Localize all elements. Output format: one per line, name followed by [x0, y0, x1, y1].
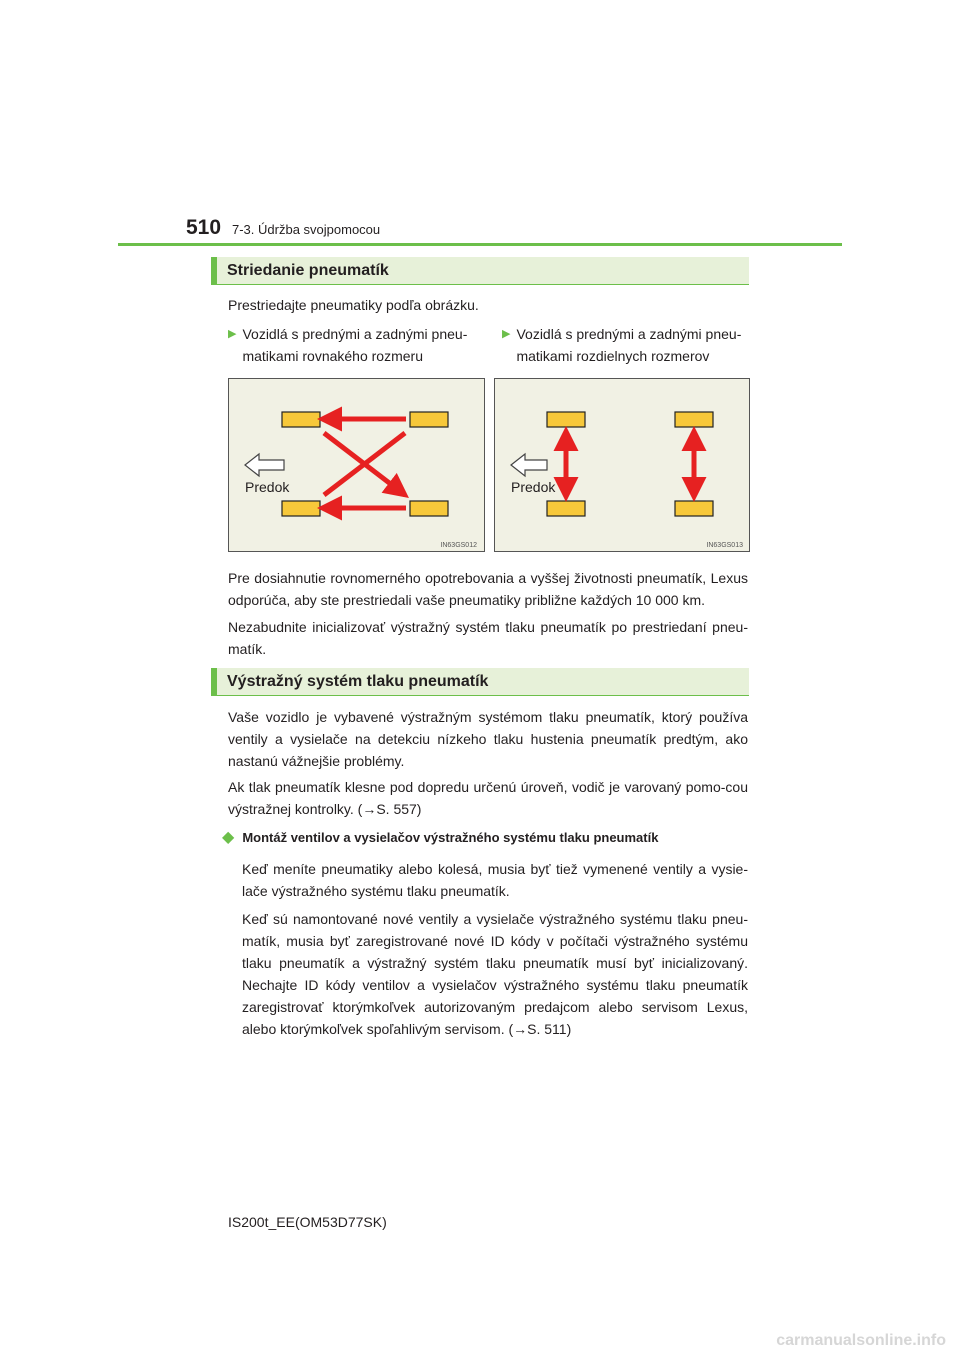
triangle-bullet-icon: ▶ [228, 328, 237, 340]
valve-replacement-text: Keď meníte pneumatiky alebo kolesá, musia byť tiež vymenené ventily a vysie-lače výstražného systému tlaku pneumatík. [242, 861, 748, 899]
page-number: 510 [186, 216, 222, 239]
tire-rear-left [547, 501, 585, 516]
front-direction-arrow-icon [511, 454, 547, 476]
bullet-same-size-text: Vozidlá s prednými a zadnými pneu- matikami rovnakého rozmeru [242, 326, 468, 364]
rotation-diagram-different-size [494, 378, 750, 552]
subheading-text: Montáž ventilov a vysielačov výstražného systému tlaku pneumatík [242, 829, 659, 845]
id-registration-text: Keď sú namontované nové ventily a vysielače výstražného systému tlaku pneu-matík, musia byť zaregistrované nové ID kódy v počítači výstražného systému tlaku pneumatík a výstražný systém tlaku pneumatík musí byť inicializovaný. Nechajte ID kódy ventilov a vysielačov výstražného systému tlaku pneumatík zaregistrovať ktorýmkoľvek autorizovaným predajcom alebo servisom Lexus, alebo ktorýmkoľvek spoľahlivým servisom. (→S. 511) [242, 911, 748, 1037]
watermark: carmanualsonline.info [776, 1332, 946, 1349]
section-heading-tire-rotation: Striedanie pneumatík [211, 257, 749, 285]
tire-front-right [410, 412, 448, 427]
figure-code: IN63GS012 [440, 542, 477, 549]
diamond-bullet-icon: ◆ [222, 829, 235, 846]
bullet-different-size-text: Vozidlá s prednými a zadnými pneu- matikami rozdielnych rozmerov [516, 326, 742, 364]
rotation-diagram-same-size-svg [229, 379, 484, 551]
triangle-bullet-icon: ▶ [502, 328, 511, 340]
rotation-interval-text: Pre dosiahnutie rovnomerného opotrebovania a vyššej životnosti pneumatík, Lexus odporúča, aby ste prestriedali vaše pneumatiky približne každých 10 000 km. [228, 570, 748, 608]
tire-rear-right [675, 501, 713, 516]
section-heading-tpms: Výstražný systém tlaku pneumatík [211, 668, 749, 696]
tire-front-right [675, 412, 713, 427]
subheading-valve-installation [222, 827, 752, 847]
front-label: Predok [245, 479, 290, 495]
rotation-diagram-same-size [228, 378, 485, 552]
tire-rear-left [282, 501, 320, 516]
rotation-diagram-different-size-svg [495, 379, 749, 551]
tire-front-left [547, 412, 585, 427]
front-direction-arrow-icon [245, 454, 284, 476]
tpms-description-text: Vaše vozidlo je vybavené výstražným systémom tlaku pneumatík, ktorý používa ventily a vysielače na detekciu nízkeho tlaku hustenia pneumatík predtým, ako nastanú vážnejšie problémy. [228, 709, 748, 769]
bullet-same-size [228, 323, 488, 367]
front-label: Predok [511, 479, 556, 495]
manual-code: IS200t_EE(OM53D77SK) [228, 1214, 387, 1230]
chapter-title: 7-3. Údržba svojpomocou [232, 222, 381, 237]
tire-front-left [282, 412, 320, 427]
header-rule [118, 243, 842, 246]
intro-text: Prestriedajte pneumatiky podľa obrázku. [228, 297, 479, 313]
bullet-different-size [502, 323, 752, 367]
initialize-reminder-text: Nezabudnite inicializovať výstražný systém tlaku pneumatík po prestriedaní pneu-matík. [228, 619, 748, 657]
figure-code: IN63GS013 [706, 542, 743, 549]
tire-rear-right [410, 501, 448, 516]
tpms-warning-text: Ak tlak pneumatík klesne pod dopredu určenú úroveň, vodič je varovaný pomo-cou výstražnej kontrolky. (→S. 557) [228, 779, 748, 817]
